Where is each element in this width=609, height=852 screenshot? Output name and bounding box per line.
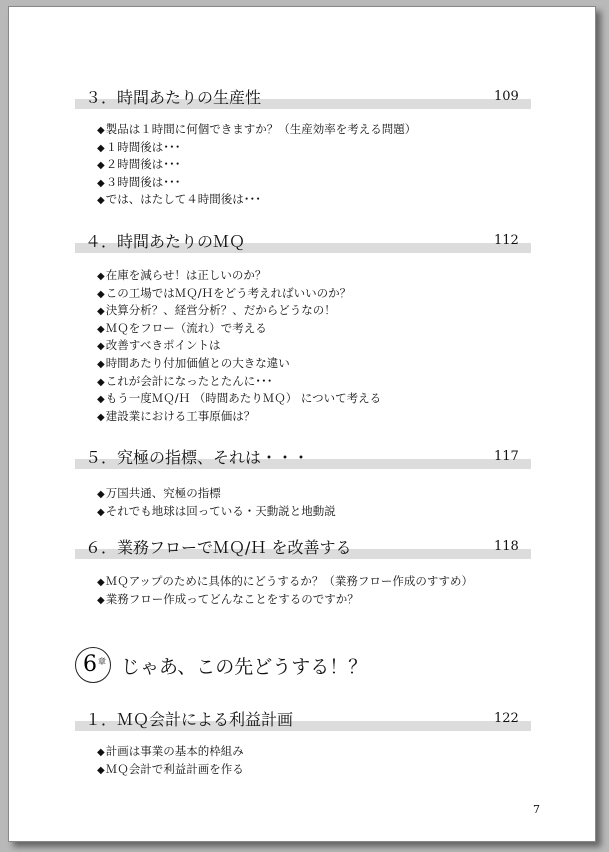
section-title: ３．時間あたりの生産性: [85, 88, 262, 107]
toc-section-5: [9, 445, 595, 518]
chapter-title: じゃあ、この先どうする！？: [121, 656, 368, 678]
section-title: ４．時間あたりのＭＱ: [85, 232, 246, 251]
list-item: ◆ ＭＱアップのために具体的にどうするか？（業務フロー作成のすすめ）: [97, 573, 473, 591]
section-heading: [9, 707, 595, 731]
section-page-number: 109: [494, 89, 519, 104]
list-item: ◆ ３時間後は･･･: [97, 174, 416, 192]
toc-chapter-section-1: [9, 707, 595, 776]
section-items: [97, 485, 336, 520]
list-item: ◆ 計画は事業の基本的枠組み: [97, 743, 244, 761]
page-number: 7: [533, 803, 540, 816]
list-item: ◆ もう一度ＭＱ/Ｈ （時間あたりＭＱ） について考える: [97, 390, 381, 408]
section-items: [97, 267, 381, 425]
list-item: ◆ ＭＱをフロー（流れ）で考える: [97, 320, 381, 338]
section-page-number: 118: [494, 539, 519, 554]
list-item: ◆ では、はたして４時間後は･･･: [97, 191, 416, 209]
list-item: ◆ 改善すべきポイントは: [97, 337, 381, 355]
list-item: ◆ 在庫を減らせ！は正しいのか？: [97, 267, 381, 285]
list-item: ◆ 万国共通、究極の指標: [97, 485, 336, 503]
section-items: [97, 121, 416, 209]
section-heading: [9, 229, 595, 253]
section-title: １．ＭＱ会計による利益計画: [85, 710, 294, 729]
list-item: ◆ ＭＱ会計で利益計画を作る: [97, 761, 244, 779]
list-item: ◆ この工場ではＭＱ/Ｈをどう考えればいいのか？: [97, 285, 381, 303]
chapter-number-circle: [75, 647, 111, 683]
chapter-suffix: 章: [98, 657, 106, 666]
list-item: ◆ 時間あたり付加価値との大きな違い: [97, 355, 381, 373]
section-title: ５．究極の指標、それは・・・: [85, 448, 310, 467]
list-item: ◆ 製品は１時間に何個できますか？（生産効率を考える問題）: [97, 121, 416, 139]
document-page: [8, 6, 596, 842]
section-heading: [9, 85, 595, 109]
section-page-number: 122: [494, 711, 519, 726]
list-item: ◆ 建設業における工事原価は？: [97, 408, 381, 426]
toc-section-6: [9, 535, 595, 606]
list-item: ◆ １時間後は･･･: [97, 139, 416, 157]
section-items: [97, 573, 473, 608]
chapter-heading: [75, 647, 555, 685]
list-item: ◆ 決算分析？、経営分析？、だからどうなの！: [97, 302, 381, 320]
section-title: ６．業務フローでＭＱ/Ｈ を改善する: [85, 538, 352, 557]
section-page-number: 117: [494, 449, 519, 464]
list-item: ◆ これが会計になったとたんに･･･: [97, 373, 381, 391]
list-item: ◆ ２時間後は･･･: [97, 156, 416, 174]
chapter-number: 6: [83, 652, 97, 677]
list-item: ◆ 業務フロー作成ってどんなことをするのですか？: [97, 591, 473, 609]
section-page-number: 112: [494, 233, 519, 248]
toc-section-3: [9, 85, 595, 207]
section-heading: [9, 445, 595, 469]
section-items: [97, 743, 244, 778]
section-heading: [9, 535, 595, 559]
toc-section-4: [9, 229, 595, 423]
list-item: ◆ それでも地球は回っている・天動説と地動説: [97, 503, 336, 521]
